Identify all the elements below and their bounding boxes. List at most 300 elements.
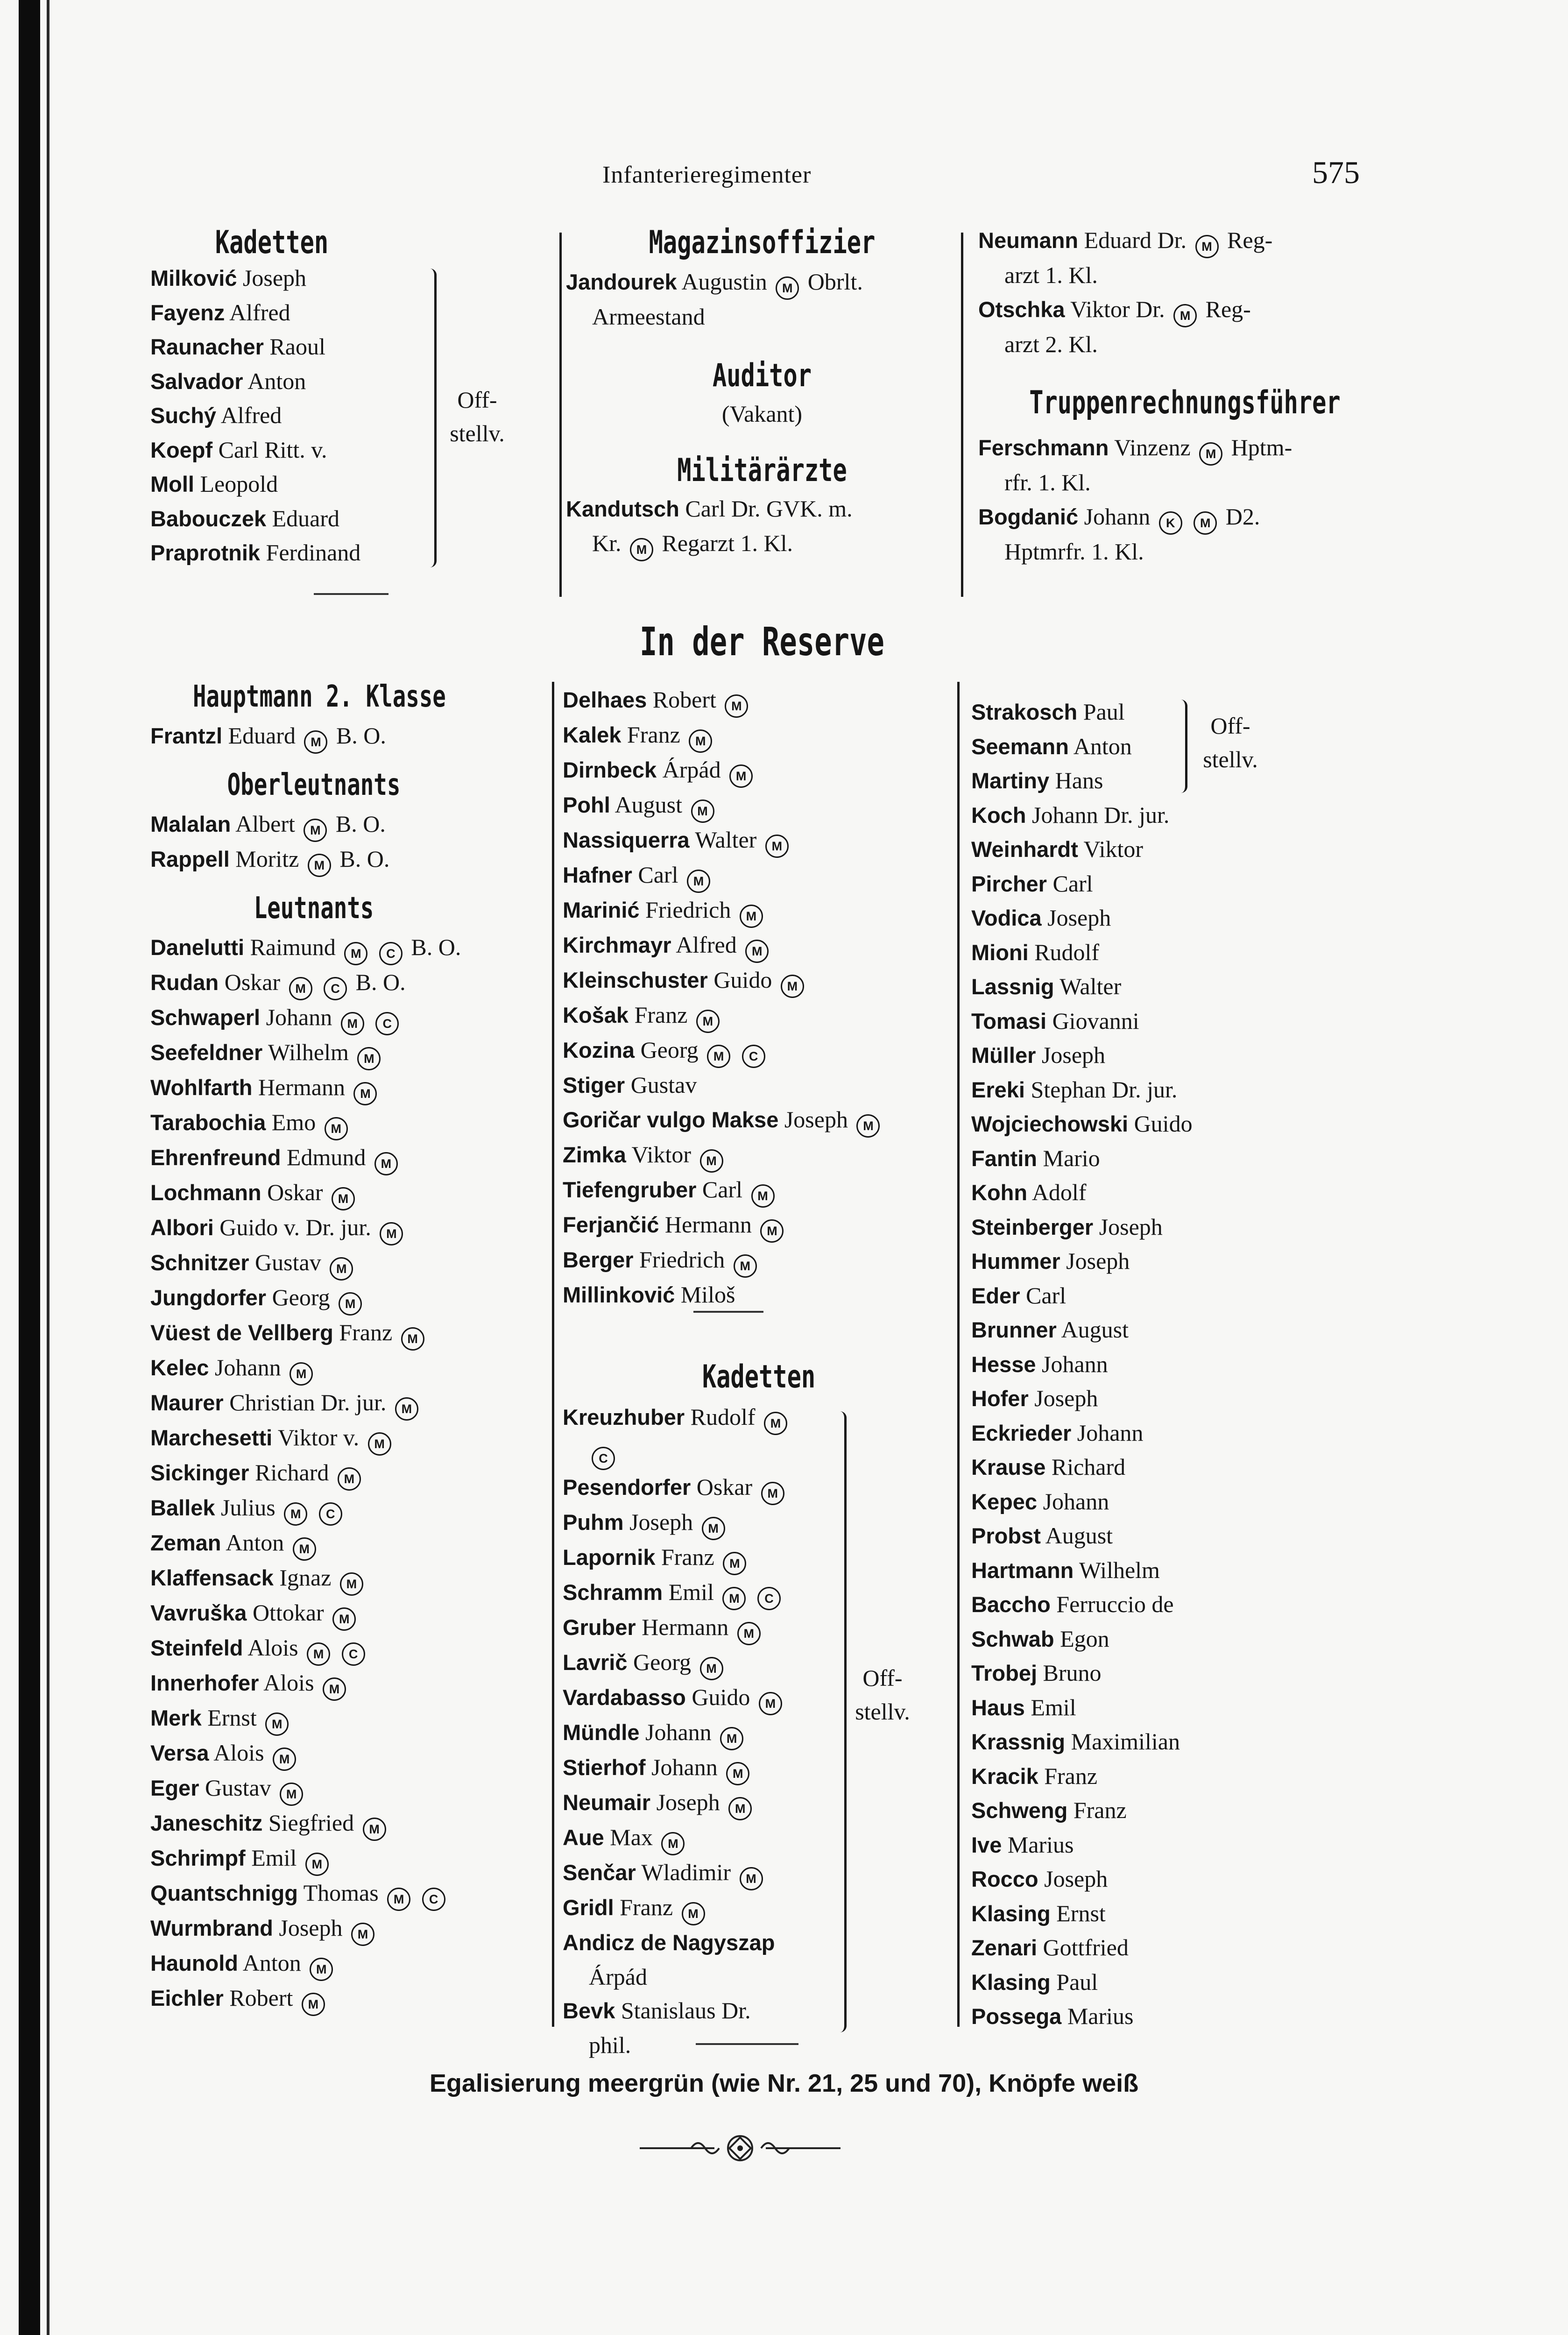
- entry-rest: Leopold: [200, 471, 278, 497]
- entry-name: Tomasi: [971, 1008, 1047, 1033]
- list-item: [971, 969, 1363, 1004]
- entry-rest: Adolf: [1031, 1179, 1087, 1205]
- entry-rest: Joseph: [1047, 905, 1111, 931]
- list-item: [150, 1946, 547, 1981]
- entry-name: Malalan: [150, 812, 231, 836]
- entry-rest: Joseph: [1044, 1866, 1108, 1892]
- entry-name: Martiny: [971, 768, 1050, 793]
- entry-rest: Johann: [214, 1354, 281, 1380]
- entry-name: Delhaes: [563, 687, 647, 712]
- scan-edge-shadow: [19, 0, 40, 2335]
- m-badge-icon: M: [740, 905, 763, 928]
- entry-rest: Thomas: [303, 1880, 379, 1906]
- list-item: [150, 1421, 547, 1456]
- list-item: [563, 1925, 955, 1960]
- col2-reserve-rule: [693, 1311, 763, 1313]
- entry-rest: Friedrich: [645, 897, 731, 923]
- col3-reserve-brace: [1177, 700, 1187, 793]
- m-badge-icon: M: [720, 1727, 743, 1750]
- col1-kadetten-heading: Kadetten: [215, 224, 329, 261]
- m-badge-icon: M: [284, 1502, 307, 1526]
- entry-rest: August: [614, 792, 683, 818]
- brace-label-line1: Off-: [862, 1665, 903, 1691]
- col3-truppen-heading: Truppenrechnungsführer: [1029, 384, 1341, 421]
- brace-label-line1: Off-: [457, 387, 497, 413]
- entry-rest: Joseph: [1041, 1042, 1106, 1068]
- col1-oberleutnants-list: [150, 807, 547, 877]
- entry-rest: Robert: [229, 1985, 293, 2011]
- brace-label-line1: Off-: [1210, 713, 1250, 739]
- list-item: [971, 1175, 1363, 1210]
- entry-name: Stierhof: [563, 1755, 646, 1780]
- m-badge-icon: M: [687, 870, 710, 893]
- col3-neumann-line1: Neumann Eduard Dr. M Reg-: [978, 223, 1370, 258]
- entry-rest: Georg: [272, 1284, 330, 1310]
- entry-rest: Wladimir: [641, 1859, 731, 1885]
- m-badge-icon: M: [387, 1888, 410, 1911]
- list-item: [971, 729, 1363, 764]
- m-badge-icon: M: [630, 538, 653, 561]
- running-title: Infanterieregimenter: [602, 162, 812, 188]
- list-item: [563, 718, 955, 753]
- list-item: [971, 1347, 1363, 1382]
- entry-name: Brunner: [971, 1317, 1057, 1342]
- entry-name: Merk: [150, 1705, 202, 1730]
- m-badge-icon: M: [661, 1832, 685, 1855]
- entry-name: Müller: [971, 1043, 1036, 1068]
- entry-name: Vardabasso: [563, 1685, 686, 1710]
- entry-rest: Johann Dr. jur.: [1032, 801, 1170, 828]
- list-item: [150, 467, 547, 502]
- entry-name: Krassnig: [971, 1729, 1066, 1754]
- list-item: [563, 963, 955, 998]
- entry-rest: Joseph: [1066, 1248, 1130, 1274]
- entry-name: Aue: [563, 1825, 604, 1850]
- entry-name: Eckrieder: [971, 1420, 1072, 1445]
- entry-rest: Franz: [1044, 1762, 1098, 1789]
- list-item: [150, 536, 547, 570]
- list-item: [971, 1313, 1363, 1347]
- list-item: [971, 1896, 1363, 1931]
- entry-name: Albori: [150, 1215, 214, 1240]
- entry-rest: Marius: [1067, 2003, 1134, 2029]
- col1-hauptmann: [150, 679, 547, 2016]
- m-badge-icon: M: [759, 1692, 782, 1715]
- list-item: [150, 807, 547, 842]
- m-badge-icon: M: [280, 1783, 303, 1806]
- m-badge-icon: M: [290, 1362, 313, 1386]
- entry-rest: Guido: [692, 1684, 750, 1710]
- entry-name: Hofer: [971, 1386, 1029, 1411]
- list-item: [150, 1210, 547, 1245]
- col1-hauptmann-list: [150, 719, 547, 754]
- entry-name: Babouczek: [150, 506, 267, 531]
- entry-rest: Anton: [1073, 733, 1132, 759]
- entry-name: Vüest de Vellberg: [150, 1320, 333, 1345]
- entry-name: Haunold: [150, 1951, 238, 1975]
- list-item: [563, 1103, 955, 1138]
- entry-tail: B. O.: [339, 846, 390, 872]
- entry-rest: Emil: [1031, 1694, 1076, 1720]
- list-item: [563, 1278, 955, 1312]
- m-badge-icon: M: [1194, 511, 1217, 535]
- c-badge-icon: C: [319, 1502, 342, 1526]
- entry-rest: Franz: [339, 1319, 393, 1345]
- m-badge-icon: M: [700, 1657, 723, 1680]
- entry-rest: Friedrich: [639, 1246, 725, 1273]
- page-number: 575: [1312, 155, 1360, 190]
- list-item: [563, 1173, 955, 1208]
- list-item: [150, 719, 547, 754]
- entry-rest: Eduard: [272, 505, 340, 531]
- col2-top: [566, 224, 958, 561]
- scan-edge-line: [47, 0, 49, 2335]
- entry-rest: Emil: [668, 1579, 714, 1605]
- entry-name: Eger: [150, 1776, 199, 1800]
- entry-rest: Julius: [220, 1494, 275, 1521]
- list-item: [971, 1587, 1363, 1622]
- list-item: [150, 1631, 547, 1666]
- list-item: [150, 930, 547, 965]
- entry-rest: Johann: [651, 1754, 718, 1780]
- m-badge-icon: M: [737, 1622, 761, 1645]
- entry-rest: Walter: [1059, 973, 1122, 999]
- m-badge-icon: M: [1195, 235, 1219, 258]
- m-badge-icon: M: [722, 1587, 746, 1610]
- k-badge-icon: K: [1159, 511, 1182, 535]
- list-item: [150, 1456, 547, 1491]
- list-item: [150, 1771, 547, 1806]
- entry-rest: Viktor: [631, 1141, 691, 1168]
- list-item: [971, 1656, 1363, 1691]
- entry-rest: Oskar: [267, 1179, 323, 1205]
- list-item: [150, 965, 547, 1000]
- entry-name: Baccho: [971, 1592, 1051, 1617]
- c-badge-icon: C: [757, 1587, 781, 1610]
- entry-name: Senčar: [563, 1860, 636, 1885]
- entry-rest: Hermann: [258, 1074, 345, 1100]
- entry-name: Marchesetti: [150, 1425, 273, 1450]
- list-item: [971, 1038, 1363, 1073]
- entry-rest: phil.: [589, 2031, 631, 2058]
- entry-name: Berger: [563, 1247, 634, 1272]
- c-badge-icon: C: [375, 1012, 399, 1035]
- c-badge-icon: C: [342, 1642, 365, 1666]
- entry-name: Salvador: [150, 368, 243, 394]
- m-badge-icon: M: [734, 1254, 757, 1278]
- entry-rest: Viktor v.: [277, 1424, 360, 1451]
- col3-bogdanic-line2: Hptmrfr. 1. Kl.: [1004, 538, 1144, 565]
- entry-rest: Walter: [695, 827, 757, 853]
- entry-rest: Guido: [1134, 1111, 1193, 1137]
- list-item: [150, 1140, 547, 1175]
- m-badge-icon: M: [302, 1993, 325, 2016]
- entry-name: Tiefengruber: [563, 1177, 697, 1202]
- entry-name: Praprotnik: [150, 540, 261, 565]
- list-item: [563, 1575, 955, 1610]
- list-item: [971, 1862, 1363, 1896]
- m-badge-icon: M: [1173, 304, 1197, 327]
- list-item: [563, 858, 955, 893]
- list-item: [150, 1000, 547, 1035]
- entry-name: Gridl: [563, 1895, 614, 1920]
- list-item: [150, 1035, 547, 1070]
- list-item: [150, 1736, 547, 1771]
- entry-name: Kalek: [563, 722, 622, 747]
- reserve-heading: In der Reserve: [640, 619, 884, 665]
- entry-rest: Guido: [713, 967, 772, 993]
- entry-rest: Mario: [1043, 1145, 1100, 1171]
- entry-tail: B. O.: [411, 934, 461, 960]
- col2-kadetten-brace-label: [848, 1661, 918, 1728]
- entry-name: Hafner: [563, 863, 632, 887]
- entry-rest: Joseph: [242, 265, 307, 291]
- entry-name: Kleinschuster: [563, 968, 708, 992]
- entry-name: Weinhardt: [971, 837, 1078, 862]
- entry-rest: Gustav: [630, 1072, 697, 1098]
- entry-name: Kirchmayr: [563, 933, 671, 957]
- m-badge-icon: M: [745, 940, 769, 963]
- entry-name: Koepf: [150, 437, 213, 462]
- m-badge-icon: M: [332, 1187, 355, 1210]
- entry-name: Moll: [150, 472, 194, 496]
- entry-rest: Oskar: [224, 969, 281, 995]
- list-item: [971, 1519, 1363, 1553]
- m-badge-icon: M: [310, 1958, 333, 1981]
- entry-name: Rocco: [971, 1867, 1038, 1891]
- m-badge-icon: M: [293, 1537, 316, 1561]
- entry-name: Marinić: [563, 898, 640, 922]
- entry-name: Vavruška: [150, 1600, 247, 1625]
- m-badge-icon: M: [723, 1552, 746, 1575]
- col3-reserve-list: [971, 798, 1363, 2034]
- entry-tail: B. O.: [335, 811, 386, 837]
- m-badge-icon: M: [760, 1219, 784, 1243]
- entry-name: Fantin: [971, 1146, 1037, 1171]
- entry-rest: Alois: [247, 1634, 298, 1661]
- col1-kadetten: [150, 224, 547, 570]
- c-badge-icon: C: [742, 1045, 765, 1068]
- list-item: [563, 1033, 955, 1068]
- col3-neumann-line2: arzt 1. Kl.: [1004, 262, 1098, 288]
- entry-rest: Franz: [1073, 1797, 1127, 1823]
- entry-rest: Johann: [645, 1719, 712, 1745]
- entry-name: Gruber: [563, 1615, 636, 1640]
- m-badge-icon: M: [340, 1572, 363, 1596]
- col3-top: [978, 223, 1370, 568]
- entry-rest: Stephan Dr. jur.: [1031, 1076, 1178, 1103]
- c-badge-icon: C: [592, 1447, 615, 1470]
- entry-rest: Carl Ritt. v.: [218, 436, 327, 463]
- entry-name: Nassiquerra: [563, 828, 690, 852]
- entry-name: Krause: [971, 1455, 1046, 1479]
- col3-ferschmann-line2: rfr. 1. Kl.: [1004, 469, 1091, 495]
- col3-otschka-line1: Otschka Viktor Dr. M Reg-: [978, 292, 1370, 327]
- entry-name: Dirnbeck: [563, 757, 657, 782]
- entry-rest: Árpád: [589, 1963, 647, 1990]
- m-badge-icon: M: [353, 1082, 377, 1105]
- m-badge-icon: M: [330, 1257, 353, 1281]
- entry-name: Sickinger: [150, 1460, 249, 1485]
- list-item: [150, 296, 547, 330]
- m-badge-icon: M: [765, 835, 789, 858]
- entry-name: Goričar vulgo Makse: [563, 1107, 779, 1132]
- m-badge-icon: M: [323, 1677, 346, 1701]
- list-item: [150, 1806, 547, 1841]
- entry-name: Kracik: [971, 1763, 1038, 1789]
- entry-rest: Joseph: [1034, 1385, 1098, 1411]
- list-item: [150, 1981, 547, 2016]
- entry-rest: Alfred: [676, 932, 737, 958]
- list-item: [563, 753, 955, 788]
- list-item: [563, 1138, 955, 1173]
- entry-name: Ereki: [971, 1077, 1025, 1102]
- m-badge-icon: M: [368, 1432, 391, 1456]
- c-badge-icon: C: [379, 942, 403, 965]
- list-item: [563, 1435, 955, 1470]
- entry-rest: Oskar: [696, 1474, 753, 1500]
- entry-rest: Franz: [627, 722, 680, 748]
- entry-name: Pohl: [563, 792, 610, 817]
- list-item: [150, 1316, 547, 1351]
- entry-name: Seefeldner: [150, 1040, 263, 1065]
- entry-rest: Eduard: [228, 722, 296, 749]
- list-item: [150, 1245, 547, 1281]
- brace-label-line2: stellv.: [1203, 746, 1258, 772]
- list-item: [971, 1485, 1363, 1519]
- m-badge-icon: M: [289, 977, 312, 1000]
- entry-name: Vodica: [971, 906, 1042, 930]
- entry-rest: Gustav: [255, 1249, 321, 1275]
- entry-name: Klaffensack: [150, 1565, 274, 1590]
- entry-rest: Max: [610, 1824, 653, 1850]
- list-item: [150, 1666, 547, 1701]
- column-divider-right-bottom: [957, 682, 960, 2027]
- ornament-divider-icon: [640, 2132, 841, 2165]
- entry-rest: Carl: [1026, 1282, 1067, 1309]
- col1-kadetten-rule: [314, 593, 388, 595]
- list-item: [150, 330, 547, 364]
- m-badge-icon: M: [707, 1045, 730, 1068]
- entry-name: Mündle: [563, 1720, 640, 1745]
- m-badge-icon: M: [332, 1607, 356, 1631]
- entry-rest: Anton: [247, 368, 306, 394]
- m-badge-icon: M: [764, 1412, 787, 1435]
- m-badge-icon: M: [363, 1818, 386, 1841]
- entry-name: Klasing: [971, 1901, 1051, 1926]
- entry-rest: Paul: [1083, 699, 1125, 725]
- entry-rest: Georg: [633, 1649, 692, 1675]
- entry-rest: Paul: [1056, 1968, 1098, 1995]
- entry-name: Innerhofer: [150, 1670, 259, 1695]
- entry-name: Koch: [971, 802, 1026, 828]
- list-item: [150, 1911, 547, 1946]
- list-item: [150, 1105, 547, 1140]
- m-badge-icon: M: [304, 819, 327, 842]
- entry-name: Steinberger: [971, 1214, 1094, 1239]
- entry-rest: Alfred: [229, 299, 290, 325]
- col2-magazinsoffizier-line2: Armeestand: [592, 304, 705, 330]
- m-badge-icon: M: [725, 694, 748, 718]
- entry-name: Pircher: [971, 871, 1047, 896]
- list-item: [971, 867, 1363, 901]
- m-badge-icon: M: [702, 1517, 725, 1540]
- col2-kadetten-heading: Kadetten: [702, 1359, 816, 1395]
- entry-rest: Emil: [251, 1845, 297, 1871]
- entry-name: Eder: [971, 1283, 1020, 1308]
- entry-rest: Joseph: [629, 1509, 693, 1535]
- col3-bogdanic-line1: Bogdanić Johann K M D2.: [978, 500, 1370, 535]
- entry-name: Steinfeld: [150, 1635, 243, 1660]
- list-item: [563, 1960, 955, 1994]
- col2-auditor-heading: Auditor: [712, 357, 812, 394]
- entry-rest: Wilhelm: [1079, 1557, 1160, 1583]
- entry-name: Pesendorfer: [563, 1475, 691, 1500]
- list-item: [563, 1750, 955, 1785]
- entry-rest: Ignaz: [279, 1564, 332, 1591]
- entry-rest: Johann: [266, 1004, 332, 1030]
- entry-rest: Stanislaus Dr.: [621, 1997, 751, 2024]
- list-item: [150, 1841, 547, 1876]
- entry-rest: Joseph: [279, 1915, 343, 1941]
- col2-kadetten-brace: [836, 1411, 847, 2032]
- entry-name: Versa: [150, 1741, 209, 1765]
- list-item: [150, 1701, 547, 1736]
- list-item: [971, 1931, 1363, 1965]
- entry-rest: Georg: [640, 1037, 699, 1063]
- entry-rest: Anton: [226, 1529, 284, 1556]
- entry-name: Milković: [150, 266, 237, 290]
- list-item: [971, 764, 1363, 798]
- list-item: [971, 1004, 1363, 1039]
- col2-militaeraerzte-heading: Militärärzte: [677, 452, 847, 489]
- col2-reserve: [563, 683, 955, 2062]
- entry-rest: August: [1061, 1316, 1129, 1343]
- entry-rest: Alfred: [220, 402, 282, 428]
- entry-name: Rudan: [150, 970, 219, 995]
- m-badge-icon: M: [691, 800, 714, 823]
- entry-name: Schramm: [563, 1580, 663, 1605]
- entry-name: Strakosch: [971, 700, 1078, 724]
- m-badge-icon: M: [728, 1797, 752, 1820]
- col1-oberleutnants-heading: Oberleutnants: [227, 768, 401, 802]
- entry-rest: Franz: [661, 1544, 714, 1570]
- entry-name: Tarabochia: [150, 1110, 266, 1135]
- list-item: [563, 1470, 955, 1505]
- list-item: [971, 1725, 1363, 1759]
- entry-name: Ferjančić: [563, 1212, 659, 1237]
- list-item: [563, 1610, 955, 1645]
- list-item: [971, 1691, 1363, 1725]
- list-item: [563, 823, 955, 858]
- m-badge-icon: M: [689, 729, 712, 753]
- column-divider-right-top: [961, 233, 963, 597]
- entry-name: Kepec: [971, 1489, 1038, 1514]
- list-item: [971, 1622, 1363, 1656]
- list-item: [971, 695, 1363, 729]
- brace-label-line2: stellv.: [855, 1698, 910, 1725]
- col1-hauptmann-heading: Hauptmann 2. Klasse: [193, 679, 446, 714]
- entry-name: Schweng: [971, 1798, 1068, 1823]
- m-badge-icon: M: [776, 276, 799, 300]
- entry-name: Hummer: [971, 1249, 1060, 1274]
- entry-name: Mioni: [971, 940, 1029, 965]
- entry-name: Schnitzer: [150, 1250, 249, 1275]
- list-item: [971, 1416, 1363, 1451]
- entry-name: Wojciechowski: [971, 1111, 1129, 1136]
- entry-name: Lochmann: [150, 1180, 261, 1205]
- list-item: [971, 1553, 1363, 1588]
